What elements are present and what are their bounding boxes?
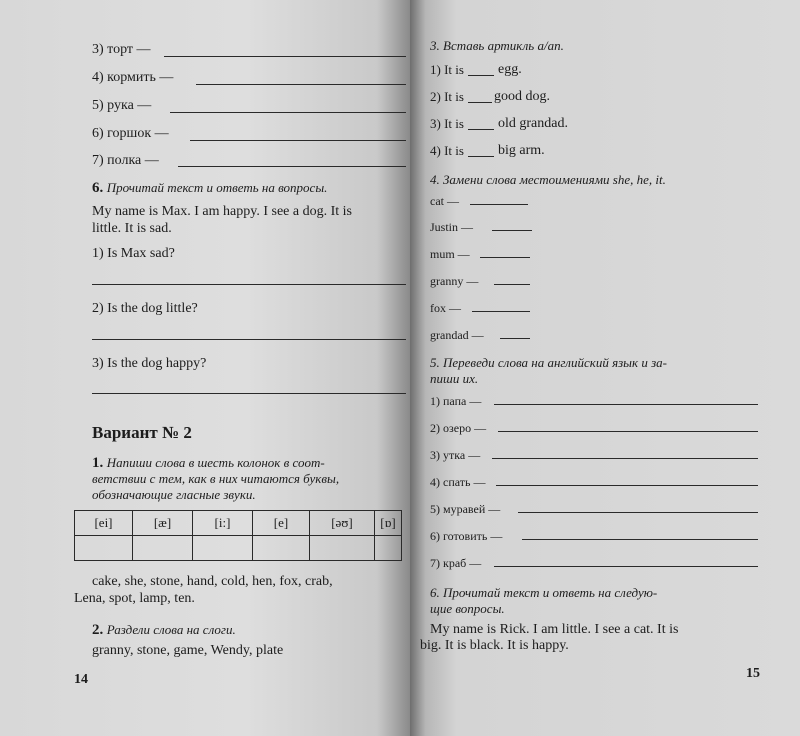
task3-item-3-prefix: 3) It is — [430, 116, 464, 131]
answer-line[interactable] — [518, 512, 758, 513]
answer-cell[interactable] — [193, 536, 253, 561]
task6r-heading-line2: щие вопросы. — [430, 601, 505, 616]
column-header: [əʊ] — [310, 511, 375, 536]
task3-item-4-suffix: big arm. — [498, 143, 545, 158]
right-page — [410, 0, 800, 736]
answer-cell[interactable] — [75, 536, 133, 561]
answer-line[interactable] — [494, 404, 758, 405]
table-answer-row — [75, 536, 402, 561]
blank-line[interactable] — [468, 129, 494, 130]
answer-line[interactable] — [470, 204, 528, 205]
task5-item: 2) озеро — — [430, 421, 487, 435]
answer-line[interactable] — [164, 56, 406, 57]
answer-line[interactable] — [190, 140, 406, 141]
task2-instruction: Раздели слова на слоги. — [106, 622, 236, 637]
answer-line[interactable] — [92, 393, 406, 394]
answer-line[interactable] — [196, 84, 406, 85]
task1-instruction-line1: Напиши слова в шесть колонок в соот- — [106, 455, 325, 470]
task3-item-2-prefix: 2) It is — [430, 89, 464, 104]
answer-line[interactable] — [170, 112, 406, 113]
task3-item-3-suffix: old grandad. — [498, 116, 568, 131]
task6r-heading-line1: 6. Прочитай текст и ответь на следую- — [430, 585, 658, 600]
task2-words: granny, stone, game, Wendy, plate — [92, 643, 284, 658]
answer-cell[interactable] — [375, 536, 402, 561]
task5-item: 1) папа — — [430, 394, 482, 408]
task3-heading: 3. Вставь артикль a/an. — [430, 38, 564, 53]
column-header: [ɒ] — [375, 511, 402, 536]
task6-text-line2: little. It is sad. — [92, 221, 172, 236]
task6-heading — [92, 180, 327, 197]
answer-line[interactable] — [496, 485, 758, 486]
blank-line[interactable] — [468, 102, 492, 103]
task2-number: 2. — [92, 622, 104, 638]
task1-words-line2: Lena, spot, lamp, ten. — [74, 591, 195, 606]
word-item-3: 3) торт — — [92, 42, 151, 57]
task1-instruction-line2: ветствии с тем, как в них читаются буквы, — [92, 471, 340, 486]
task4-item: grandad — — [430, 328, 484, 342]
word-item-7: 7) полка — — [92, 153, 159, 168]
word-item-4: 4) кормить — — [92, 70, 174, 85]
answer-line[interactable] — [522, 539, 758, 540]
column-header: [e] — [253, 511, 310, 536]
answer-line[interactable] — [498, 431, 758, 432]
task3-item-1-suffix: egg. — [498, 62, 522, 77]
task3-item-2-suffix: good dog. — [494, 89, 550, 104]
question-2: 2) Is the dog little? — [92, 301, 198, 316]
answer-cell[interactable] — [253, 536, 310, 561]
phonetic-columns-table — [74, 510, 402, 561]
answer-line[interactable] — [500, 338, 530, 339]
task1-heading — [92, 455, 325, 472]
answer-line[interactable] — [92, 339, 406, 340]
page-number-left: 14 — [74, 672, 88, 687]
task2-heading — [92, 622, 236, 639]
page-number-right: 15 — [746, 666, 760, 681]
word-item-5: 5) рука — — [92, 98, 152, 113]
question-3: 3) Is the dog happy? — [92, 356, 207, 371]
answer-line[interactable] — [494, 284, 530, 285]
variant-title: Вариант № 2 — [92, 423, 192, 442]
answer-cell[interactable] — [133, 536, 193, 561]
task1-number: 1. — [92, 455, 104, 471]
task5-item: 6) готовить — — [430, 529, 503, 543]
answer-line[interactable] — [472, 311, 530, 312]
table-header-row — [75, 511, 402, 536]
task3-item-1-prefix: 1) It is — [430, 62, 464, 77]
task4-item: cat — — [430, 194, 459, 208]
blank-line[interactable] — [468, 75, 494, 76]
task5-item: 5) муравей — — [430, 502, 501, 516]
task1-words-line1: cake, she, stone, hand, cold, hen, fox, crab, — [92, 574, 333, 589]
question-1: 1) Is Max sad? — [92, 246, 175, 261]
word-item-6: 6) горшок — — [92, 126, 169, 141]
answer-line[interactable] — [480, 257, 530, 258]
answer-line[interactable] — [178, 166, 406, 167]
task6-instruction: Прочитай текст и ответь на вопросы. — [106, 180, 328, 195]
answer-line[interactable] — [492, 458, 758, 459]
blank-line[interactable] — [468, 156, 494, 157]
task6-number: 6. — [92, 180, 104, 196]
task5-item: 4) спать — — [430, 475, 486, 489]
column-header: [i:] — [193, 511, 253, 536]
task4-item: mum — — [430, 247, 470, 261]
task3-item-4-prefix: 4) It is — [430, 143, 464, 158]
answer-line[interactable] — [494, 566, 758, 567]
answer-line[interactable] — [492, 230, 532, 231]
task4-item: granny — — [430, 274, 479, 288]
task4-item: Justin — — [430, 220, 474, 234]
task5-heading-line2: пиши их. — [430, 371, 479, 386]
task5-heading-line1: 5. Переведи слова на английский язык и за- — [430, 355, 667, 370]
task6r-text-line1: My name is Rick. I am little. I see a cat. It is — [430, 622, 679, 637]
task5-item: 3) утка — — [430, 448, 481, 462]
task5-item: 7) краб — — [430, 556, 482, 570]
answer-line[interactable] — [92, 284, 406, 285]
task4-heading: 4. Замени слова местоимениями she, he, it. — [430, 172, 666, 187]
task6-text-line1: My name is Max. I am happy. I see a dog. It is — [92, 204, 352, 219]
task6r-text-line2: big. It is black. It is happy. — [420, 638, 569, 653]
column-header: [æ] — [133, 511, 193, 536]
column-header: [ei] — [75, 511, 133, 536]
task1-instruction-line3: обозначающие гласные звуки. — [92, 487, 256, 502]
task4-item: fox — — [430, 301, 461, 315]
answer-cell[interactable] — [310, 536, 375, 561]
